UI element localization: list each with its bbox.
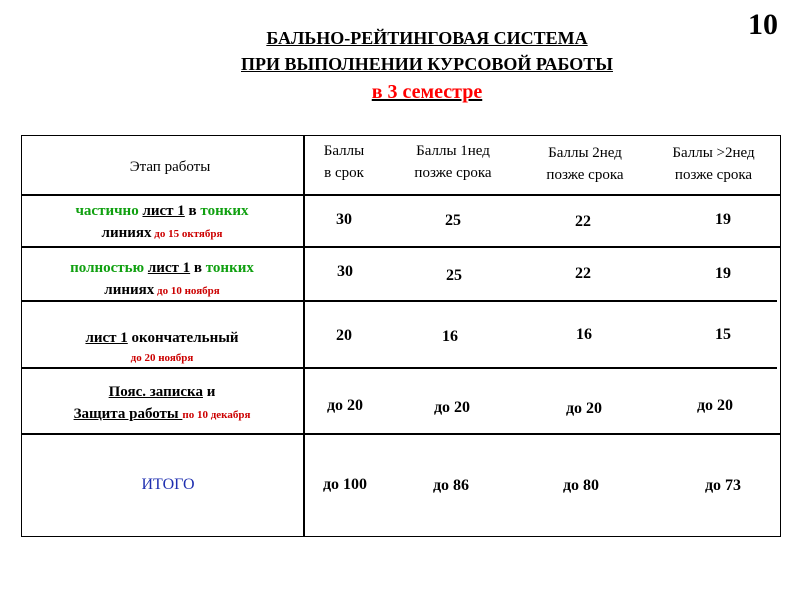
row-2-stage-part: тонких [205,260,254,276]
table-rule [21,367,777,369]
row-3-value-2: 16 [442,328,458,345]
row-4-stage-part: и [202,384,216,400]
header-col1-line1: Баллы [323,143,365,159]
table-rule [21,246,781,248]
row-1-stage-part: тонких [200,203,249,219]
row-3-stage-deadline: до 20 ноября [130,352,194,364]
row-4-value-2: до 20 [433,399,471,416]
row-2-stage [22,257,302,302]
row-1-stage-part: в [184,203,201,219]
table-rule [21,433,781,435]
row-1-value-2: 25 [445,212,461,229]
row-3-stage-part: окончательный [127,330,239,346]
header-stage-label: Этап работы [129,159,211,175]
row-2-stage-part: в [190,260,206,276]
row-2-value-2: 25 [446,267,462,284]
total-label: ИТОГО [141,476,195,493]
row-4-stage-part: Пояс. записка [108,384,203,400]
row-4-value-3: до 20 [565,400,603,417]
row-4-stage-part: Защита работы [73,406,183,422]
row-3-value-1: 20 [336,327,352,344]
page-title [0,25,800,107]
header-col3-line1: Баллы 2нед [548,145,622,161]
row-5-value-3: до 80 [562,477,600,494]
page-number: 10 [748,8,778,41]
row-3-value-4: 15 [715,326,731,343]
header-col2-line2: позже срока [414,165,492,181]
row-2-stage-part: полностью [70,260,145,276]
title-line-2: ПРИ ВЫПОЛНЕНИИ КУРСОВОЙ РАБОТЫ [241,54,613,74]
row-5-value-2: до 86 [432,477,470,494]
header-col4-line2: позже срока [674,167,753,183]
table-rule [21,194,781,196]
row-1-stage-deadline: до 15 октября [151,228,223,240]
row-5-stage [108,474,228,496]
row-2-stage-part: лист 1 [147,260,191,276]
row-1-value-4: 19 [715,211,731,228]
row-2-stage-part: линиях [104,282,155,298]
row-1-stage [22,200,302,245]
row-1-value-1: 30 [336,211,352,228]
row-5-value-4: до 73 [704,477,742,494]
row-4-value-1: до 20 [326,397,364,414]
header-col2 [393,140,513,184]
header-col4 [651,142,776,186]
row-5-value-1: до 100 [322,476,368,493]
row-1-value-3: 22 [575,213,591,230]
row-4-stage-deadline: по 10 декабря [182,409,251,421]
row-3-stage-part: лист 1 [85,330,128,346]
header-col3-line2: позже срока [546,167,624,183]
row-3-stage [22,327,302,366]
row-2-value-4: 19 [715,265,731,282]
row-2-value-3: 22 [575,265,591,282]
row-4-value-4: до 20 [696,397,734,414]
row-1-stage-part: лист 1 [142,203,185,219]
title-line-3: в 3 семестре [371,81,483,103]
row-1-stage-part: частично [75,203,139,219]
row-1-stage-part: линиях [101,225,152,241]
header-col2-line1: Баллы 1нед [416,143,490,159]
header-col1 [304,140,384,184]
header-col3 [525,142,645,186]
row-3-value-3: 16 [576,326,592,343]
row-4-stage [22,381,302,426]
header-col1-line2: в срок [324,165,364,181]
header-stage [60,156,280,178]
title-line-1: БАЛЬНО-РЕЙТИНГОВАЯ СИСТЕМА [266,28,588,48]
header-col4-line1: Баллы >2нед [672,145,755,161]
row-2-value-1: 30 [337,263,353,280]
row-2-stage-deadline: до 10 ноября [154,285,220,297]
